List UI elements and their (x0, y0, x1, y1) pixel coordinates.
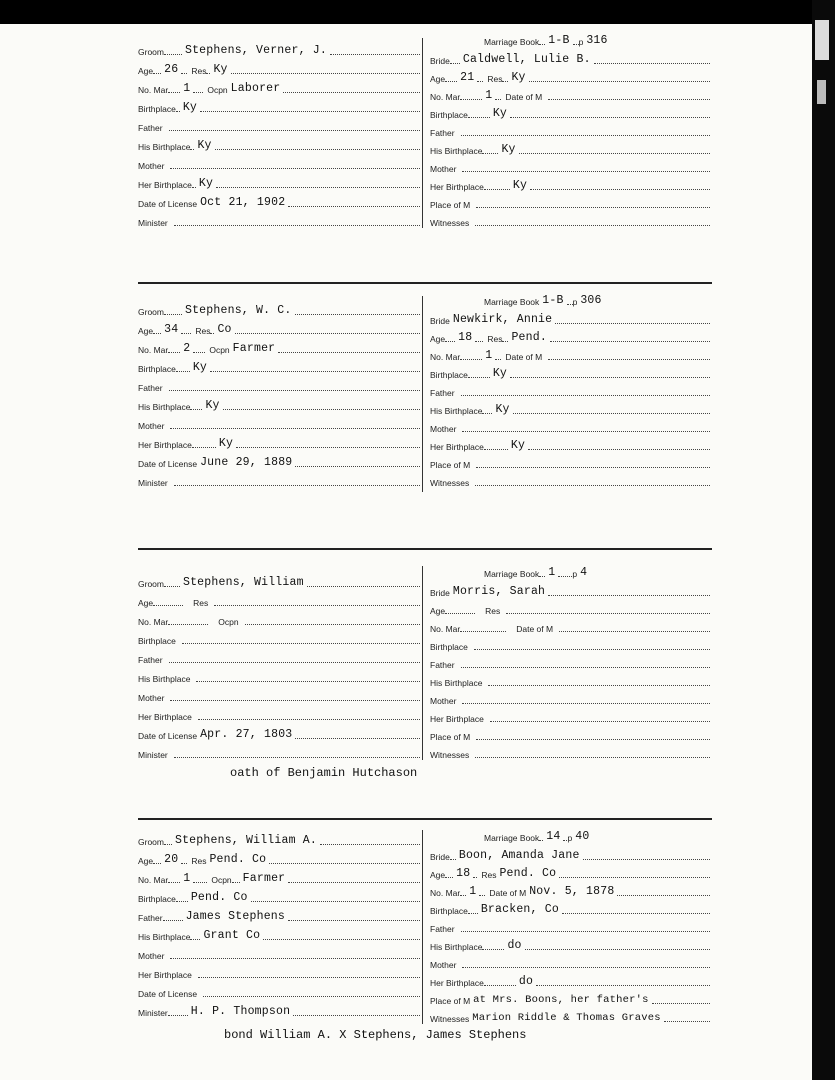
witnesses (469, 760, 475, 761)
her-birthplace-label: Her Birthplace (430, 182, 484, 192)
no-mar-label: No. Mar (138, 345, 169, 355)
no-mar-label: No. Mar (138, 617, 169, 627)
marriage-book-number: 1 (548, 566, 556, 579)
groom-res: Co (217, 323, 232, 336)
witnesses: Marion Riddle & Thomas Graves (472, 1012, 661, 1024)
ocpn-label: Ocpn (207, 85, 228, 95)
bride-no-mar: 1 (469, 885, 477, 898)
groom-res: Pend. Co (209, 853, 267, 866)
witnesses-label: Witnesses (430, 1014, 470, 1024)
page-label: p (572, 297, 578, 307)
column-divider (422, 296, 423, 492)
father-label: Father (430, 660, 455, 670)
groom-res: Ky (213, 63, 228, 76)
record-divider (138, 818, 712, 820)
groom-name: Stephens, William (182, 576, 304, 589)
no-mar-label: No. Mar (138, 875, 169, 885)
groom-age: 20 (164, 853, 179, 866)
father-label: Father (138, 655, 163, 665)
his-birthplace-label: His Birthplace (430, 942, 483, 952)
groom-label: Groom (138, 837, 164, 847)
bride-name: Boon, Amanda Jane (458, 849, 580, 862)
date-of-license: Apr. 27, 1803 (200, 728, 293, 741)
groom-birthplace: Ky (182, 101, 198, 114)
birthplace-label: Birthplace (138, 104, 176, 114)
groom-age (183, 608, 189, 609)
groom-father (163, 393, 169, 394)
bride-name: Caldwell, Lulie B. (462, 53, 591, 66)
groom-age: 26 (164, 63, 179, 76)
father-label: Father (138, 123, 163, 133)
groom-mother (164, 961, 170, 962)
bride-age: 18 (458, 331, 473, 344)
record-2 (138, 290, 710, 500)
bride-name: Morris, Sarah (452, 585, 546, 598)
age-label: Age (138, 326, 154, 336)
witnesses-label: Witnesses (430, 478, 470, 488)
marriage-book-page: 4 (580, 566, 588, 579)
mother-label: Mother (430, 164, 457, 174)
birthplace-label: Birthplace (430, 370, 468, 380)
place-of-m-label: Place of M (430, 460, 471, 470)
date-of-license: Oct 21, 1902 (200, 196, 286, 209)
marriage-book-label: Marriage Book (484, 569, 540, 579)
date-of-license: June 29, 1889 (200, 456, 293, 469)
age-label: Age (138, 598, 154, 608)
groom-res (208, 608, 214, 609)
scan-border (812, 0, 835, 1080)
ocpn-label: Ocpn (209, 345, 230, 355)
her-birthplace-label: Her Birthplace (138, 180, 192, 190)
father-label: Father (138, 383, 163, 393)
his-birthplace-label: His Birthplace (430, 406, 483, 416)
no-mar-label: No. Mar (430, 352, 461, 362)
mother-label: Mother (138, 161, 165, 171)
bride-no-mar: 1 (485, 89, 493, 102)
bride-res: Ky (511, 71, 526, 84)
record-4 (138, 826, 710, 1056)
groom-label: Groom (138, 579, 164, 589)
bride-res: Pend. (511, 331, 547, 344)
age-label: Age (430, 606, 446, 616)
date-of-marriage: Nov. 5, 1878 (529, 885, 615, 898)
no-mar-label: No. Mar (138, 85, 169, 95)
column-divider (422, 38, 423, 228)
marriage-book-page: 306 (580, 294, 602, 307)
birthplace-label: Birthplace (138, 364, 176, 374)
bride-no-mar: 1 (485, 349, 493, 362)
groom-occupation: Laborer (230, 82, 281, 95)
res-label: Res (487, 74, 503, 84)
ocpn-label: Ocpn (218, 617, 239, 627)
no-mar-label: No. Mar (430, 888, 461, 898)
his-birthplace-label: His Birthplace (138, 402, 191, 412)
place-of-marriage: at Mrs. Boons, her father's (473, 994, 649, 1006)
minister-label: Minister (138, 750, 168, 760)
date-of-license (197, 999, 203, 1000)
bride-mother-birthplace: do (518, 975, 534, 988)
witnesses-label: Witnesses (430, 750, 470, 760)
res-label: Res (485, 606, 501, 616)
age-label: Age (138, 66, 154, 76)
father-label: Father (430, 128, 455, 138)
res-label: Res (191, 856, 207, 866)
groom-birthplace: Ky (192, 361, 208, 374)
groom-name: Stephens, Verner, J. (184, 44, 328, 57)
birthplace-label: Birthplace (138, 636, 176, 646)
birthplace-label: Birthplace (138, 894, 176, 904)
marriage-book-number: 1-B (542, 294, 564, 307)
groom-occupation (239, 627, 245, 628)
place-of-m-label: Place of M (430, 996, 471, 1006)
witnesses-label: Witnesses (430, 218, 470, 228)
res-label: Res (195, 326, 211, 336)
groom-mother (164, 431, 170, 432)
marriage-book-page: 316 (586, 34, 608, 47)
bride-birthplace: Bracken, Co (480, 903, 559, 916)
bride-father-birthplace: Ky (501, 143, 516, 156)
age-label: Age (430, 870, 446, 880)
marriage-book-label: Marriage Book (484, 833, 540, 843)
marriage-book-label: Marriage Book (484, 297, 540, 307)
minister-label: Minister (138, 1008, 168, 1018)
groom-father-birthplace: Grant Co (203, 929, 261, 942)
her-birthplace-label: Her Birthplace (430, 442, 484, 452)
father-label: Father (138, 913, 163, 923)
record-3 (138, 562, 710, 792)
no-mar-label: No. Mar (430, 624, 461, 634)
record-1 (138, 30, 710, 230)
res-label: Res (487, 334, 503, 344)
marriage-book-page: 40 (575, 830, 590, 843)
bride-mother-birthplace: Ky (512, 179, 528, 192)
bride-res: Pend. Co (499, 867, 557, 880)
age-label: Age (430, 334, 446, 344)
scan-edge-mark (817, 80, 826, 104)
groom-birthplace: Pend. Co (190, 891, 248, 904)
record-divider (138, 548, 712, 550)
groom-mother-birthplace (192, 722, 198, 723)
birthplace-label: Birthplace (430, 642, 468, 652)
bride-birthplace: Ky (492, 107, 508, 120)
column-divider (422, 566, 423, 760)
father-label: Father (430, 388, 455, 398)
birthplace-label: Birthplace (430, 906, 468, 916)
his-birthplace-label: His Birthplace (430, 146, 483, 156)
date-of-license-label: Date of License (138, 989, 198, 999)
groom-mother-birthplace (192, 980, 198, 981)
her-birthplace-label: Her Birthplace (430, 978, 484, 988)
groom-name: Stephens, W. C. (184, 304, 292, 317)
groom-no-mar: 2 (183, 342, 191, 355)
res-label: Res (193, 598, 209, 608)
place-of-m-label: Place of M (430, 200, 471, 210)
mother-label: Mother (430, 424, 457, 434)
minister-label: Minister (138, 218, 168, 228)
groom-father (163, 133, 169, 134)
mother-label: Mother (138, 421, 165, 431)
minister (168, 228, 174, 229)
groom-father-birthplace: Ky (197, 139, 212, 152)
age-label: Age (430, 74, 446, 84)
groom-father-birthplace (190, 684, 196, 685)
bride-birthplace: Ky (492, 367, 508, 380)
groom-father: James Stephens (185, 910, 285, 923)
birthplace-label: Birthplace (430, 110, 468, 120)
date-of-m-label: Date of M (505, 92, 543, 102)
minister (168, 760, 174, 761)
date-of-license-label: Date of License (138, 199, 198, 209)
father-label: Father (430, 924, 455, 934)
bride-label: Bride (430, 316, 450, 326)
witnesses (469, 488, 475, 489)
groom-no-mar: 1 (183, 872, 191, 885)
his-birthplace-label: His Birthplace (430, 678, 483, 688)
date-of-m-label: Date of M (505, 352, 543, 362)
marriage-book-number: 1-B (548, 34, 570, 47)
mother-label: Mother (430, 960, 457, 970)
date-of-m-label: Date of M (489, 888, 527, 898)
groom-birthplace (176, 646, 182, 647)
bride-age: 21 (460, 71, 475, 84)
mother-label: Mother (138, 693, 165, 703)
scan-edge-mark (815, 20, 829, 60)
mother-label: Mother (430, 696, 457, 706)
his-birthplace-label: His Birthplace (138, 142, 191, 152)
bride-label: Bride (430, 852, 450, 862)
witnesses (469, 228, 475, 229)
his-birthplace-label: His Birthplace (138, 674, 191, 684)
mother-label: Mother (138, 951, 165, 961)
groom-name: Stephens, William A. (174, 834, 318, 847)
marriage-book-label: Marriage Book (484, 37, 540, 47)
page-label: p (578, 37, 584, 47)
his-birthplace-label: His Birthplace (138, 932, 191, 942)
oath-note: oath of Benjamin Hutchason (230, 766, 418, 780)
page-label: p (572, 569, 578, 579)
minister (168, 488, 174, 489)
age-label: Age (138, 856, 154, 866)
res-label: Res (481, 870, 497, 880)
bride-label: Bride (430, 56, 450, 66)
groom-mother-birthplace: Ky (218, 437, 234, 450)
groom-occupation: Farmer (232, 342, 276, 355)
bride-name: Newkirk, Annie (452, 313, 553, 326)
place-of-m-label: Place of M (430, 732, 471, 742)
column-divider (422, 830, 423, 1024)
groom-mother (164, 703, 170, 704)
groom-father-birthplace: Ky (205, 399, 220, 412)
date-of-license-label: Date of License (138, 459, 198, 469)
bride-age: 18 (456, 867, 471, 880)
her-birthplace-label: Her Birthplace (430, 714, 484, 724)
date-of-m-label: Date of M (516, 624, 554, 634)
her-birthplace-label: Her Birthplace (138, 712, 192, 722)
bond-note: bond William A. X Stephens, James Stephens (224, 1028, 527, 1042)
no-mar-label: No. Mar (430, 92, 461, 102)
groom-label: Groom (138, 307, 164, 317)
her-birthplace-label: Her Birthplace (138, 440, 192, 450)
groom-no-mar: 1 (183, 82, 191, 95)
groom-occupation: Farmer (242, 872, 286, 885)
groom-label: Groom (138, 47, 164, 57)
bride-mother-birthplace: Ky (510, 439, 526, 452)
minister: H. P. Thompson (190, 1005, 291, 1018)
bride-label: Bride (430, 588, 450, 598)
minister-label: Minister (138, 478, 168, 488)
date-of-license-label: Date of License (138, 731, 198, 741)
her-birthplace-label: Her Birthplace (138, 970, 192, 980)
res-label: Res (191, 66, 207, 76)
bride-father-birthplace: Ky (495, 403, 510, 416)
bride-father-birthplace: do (507, 939, 522, 952)
groom-mother (164, 171, 170, 172)
groom-no-mar (208, 627, 214, 628)
page-label: p (567, 833, 573, 843)
groom-mother-birthplace: Ky (198, 177, 214, 190)
groom-father (163, 665, 169, 666)
marriage-book-number: 14 (546, 830, 561, 843)
ocpn-label: Ocpn (211, 875, 232, 885)
groom-age: 34 (164, 323, 179, 336)
record-divider (138, 282, 712, 284)
